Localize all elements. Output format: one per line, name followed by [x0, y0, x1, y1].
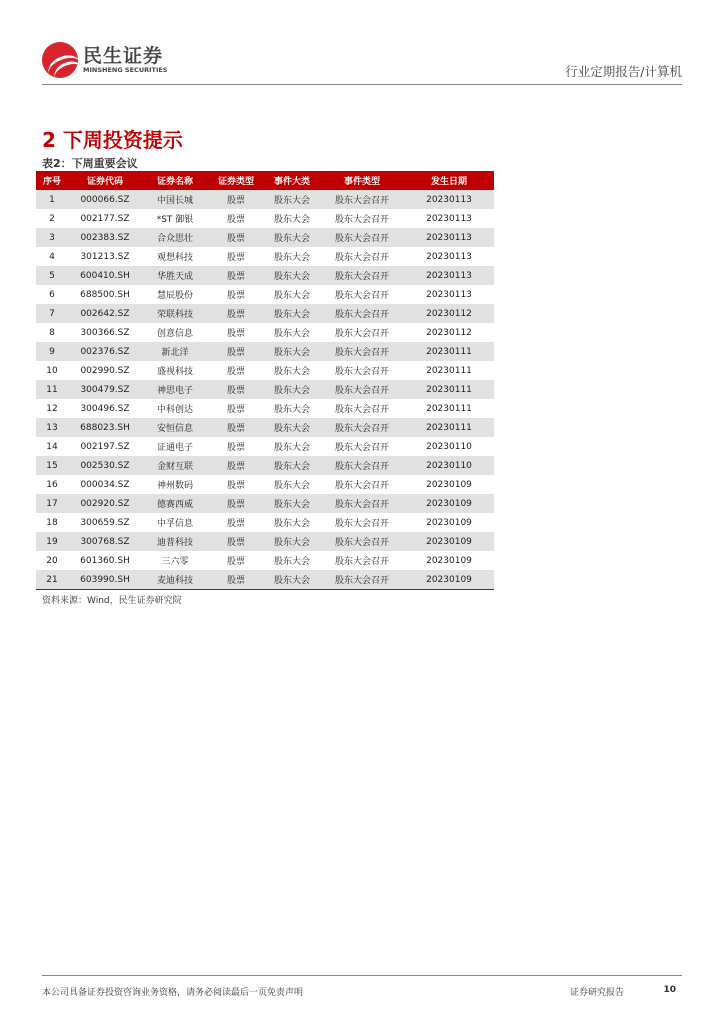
table-cell: 荣联科技	[142, 304, 208, 323]
table-cell: 002197.SZ	[80, 441, 130, 452]
table-cell: 300479.SZ	[68, 380, 142, 399]
table-cell: 股东大会	[264, 456, 320, 475]
table-cell: 股票	[208, 494, 264, 513]
table-cell: 股东大会	[264, 494, 320, 513]
table-cell: 股东大会	[264, 228, 320, 247]
table-cell: 20230113	[426, 251, 472, 262]
table-cell: 20230113	[404, 190, 494, 209]
table-cell: 20230111	[404, 380, 494, 399]
table-cell: 股东大会	[273, 329, 310, 339]
table-cell: 20230109	[404, 570, 494, 590]
table-cell: 股票	[226, 405, 245, 415]
table-cell: 股东大会召开	[334, 405, 389, 415]
table-cell: 股东大会	[264, 380, 320, 399]
table-cell: 股票	[208, 228, 264, 247]
table-cell: 股东大会召开	[334, 519, 389, 529]
column-header: 证券类型	[208, 171, 264, 190]
table-row	[36, 570, 494, 590]
table-cell: 2	[49, 213, 55, 224]
table-cell: 15	[36, 456, 68, 475]
table-cell: 股票	[226, 443, 245, 453]
section-title: 2 下周投资提示	[42, 128, 183, 152]
table-cell: 股东大会	[273, 519, 310, 529]
table-cell: 股东大会	[273, 291, 310, 301]
table-row	[36, 209, 494, 228]
table-row	[36, 323, 494, 342]
table-cell: 300496.SZ	[80, 403, 130, 414]
table-cell: 300366.SZ	[80, 327, 130, 338]
table-cell: 5	[36, 266, 68, 285]
table-cell: 股东大会	[273, 481, 310, 491]
table-cell: 7	[36, 304, 68, 323]
table-row	[36, 190, 494, 209]
table-row	[36, 513, 494, 532]
table-cell: 601360.SH	[80, 555, 130, 566]
logo-emblem-icon	[42, 42, 78, 78]
table-cell: 股票	[208, 456, 264, 475]
table-cell: 神州数码	[156, 481, 193, 491]
table-cell: 20230111	[404, 342, 494, 361]
table-cell: 20230109	[426, 555, 472, 566]
header-divider	[42, 84, 682, 85]
table-cell: 20230113	[404, 228, 494, 247]
table-cell: 合众思壮	[142, 228, 208, 247]
table-cell: 002177.SZ	[80, 213, 130, 224]
table-cell: 股东大会	[264, 342, 320, 361]
table-cell: 股东大会召开	[320, 304, 404, 323]
table-row	[36, 532, 494, 551]
table-cell: 股票	[226, 519, 245, 529]
footer-doc-type: 证券研究报告	[569, 988, 624, 998]
table-cell: 股东大会	[264, 532, 320, 551]
column-header: 序号	[36, 171, 68, 190]
table-cell: 股东大会召开	[320, 418, 404, 437]
table-cell: 股东大会召开	[320, 190, 404, 209]
table-cell: 股票	[226, 329, 245, 339]
table-cell: 10	[46, 365, 58, 376]
table-cell: 三六零	[161, 557, 189, 567]
table-source: 资料来源：Wind，民生证券研究院	[42, 596, 182, 606]
table-cell: 20230112	[404, 304, 494, 323]
table-cell: 盛视科技	[156, 367, 193, 377]
footer-disclaimer: 本公司具备证券投资咨询业务资格，请务必阅读最后一页免责声明	[42, 988, 304, 998]
table-cell: 002920.SZ	[68, 494, 142, 513]
table-row	[36, 551, 494, 570]
table-row	[36, 304, 494, 323]
table-cell: 证通电子	[156, 443, 193, 453]
table-cell: 20230110	[426, 441, 472, 452]
table-cell: 股票	[208, 570, 264, 590]
table-row	[36, 228, 494, 247]
table-cell: 股票	[208, 266, 264, 285]
table-cell: 20230113	[426, 213, 472, 224]
table-cell: 股东大会召开	[334, 443, 389, 453]
table-cell: 000066.SZ	[68, 190, 142, 209]
table-cell: 6	[49, 289, 55, 300]
column-header: 证券代码	[68, 171, 142, 190]
table-cell: 股票	[208, 380, 264, 399]
table-cell: 12	[46, 403, 58, 414]
table-cell: 14	[46, 441, 58, 452]
company-logo	[42, 42, 168, 78]
table-cell: 神思电子	[142, 380, 208, 399]
table-cell: 20230110	[404, 456, 494, 475]
table-cell: 股东大会召开	[334, 481, 389, 491]
table-cell: 600410.SH	[68, 266, 142, 285]
table-cell: 股东大会召开	[320, 266, 404, 285]
column-header: 发生日期	[404, 171, 494, 190]
table-cell: 股东大会	[264, 418, 320, 437]
table-cell: 19	[36, 532, 68, 551]
table-cell: 1	[36, 190, 68, 209]
table-cell: 股东大会召开	[334, 291, 389, 301]
table-cell: 17	[36, 494, 68, 513]
table-cell: 16	[46, 479, 58, 490]
table-cell: 德赛西威	[142, 494, 208, 513]
table-cell: 301213.SZ	[80, 251, 130, 262]
table-row	[36, 285, 494, 304]
table-cell: 20230109	[404, 532, 494, 551]
table-cell: 股票	[208, 190, 264, 209]
table-cell: 股东大会召开	[334, 215, 389, 225]
table-cell: 迪普科技	[142, 532, 208, 551]
table-cell: 股东大会	[264, 570, 320, 590]
table-cell: 股东大会召开	[334, 329, 389, 339]
table-cell: 股东大会	[273, 557, 310, 567]
table-cell: 中孚信息	[156, 519, 193, 529]
table-row	[36, 399, 494, 418]
table-cell: 8	[49, 327, 55, 338]
table-cell: 20230111	[426, 403, 472, 414]
table-cell: 股票	[226, 291, 245, 301]
column-header: 证券名称	[142, 171, 208, 190]
table-cell: 中国长城	[142, 190, 208, 209]
table-row	[36, 494, 494, 513]
table-cell: 股东大会	[264, 190, 320, 209]
table-row	[36, 361, 494, 380]
table-cell: 20230113	[426, 289, 472, 300]
table-cell: 300768.SZ	[68, 532, 142, 551]
table-cell: 安恒信息	[142, 418, 208, 437]
table-row	[36, 475, 494, 494]
table-cell: 股票	[208, 342, 264, 361]
table-cell: 麦迪科技	[142, 570, 208, 590]
table-cell: 000034.SZ	[80, 479, 130, 490]
table-cell: 20230112	[426, 327, 472, 338]
column-header: 事件大类	[264, 171, 320, 190]
report-type: 行业定期报告/计算机	[565, 64, 682, 79]
table-header-row	[36, 171, 494, 190]
table-cell: 中科创达	[156, 405, 193, 415]
table-cell: 股东大会召开	[320, 532, 404, 551]
table-cell: 股东大会召开	[320, 342, 404, 361]
table-cell: 688500.SH	[80, 289, 130, 300]
table-cell: 股东大会召开	[334, 557, 389, 567]
table-cell: 21	[36, 570, 68, 590]
table-cell: 股票	[208, 532, 264, 551]
table-cell: 华胜天成	[142, 266, 208, 285]
table-cell: 603990.SH	[68, 570, 142, 590]
table-cell: 股东大会	[273, 405, 310, 415]
table-cell: 20230109	[426, 479, 472, 490]
table-cell: 慧辰股份	[156, 291, 193, 301]
column-header: 事件类型	[320, 171, 404, 190]
table-cell: 20230113	[404, 266, 494, 285]
table-row	[36, 380, 494, 399]
table-cell: 股票	[226, 557, 245, 567]
table-cell: 3	[36, 228, 68, 247]
table-cell: 股东大会召开	[320, 380, 404, 399]
table-cell: 股票	[226, 481, 245, 491]
footer-divider	[42, 975, 682, 976]
table-cell: 002530.SZ	[68, 456, 142, 475]
table-cell: 股东大会	[273, 367, 310, 377]
logo-chinese-name: 民生证券	[83, 44, 164, 67]
table-cell: 002376.SZ	[68, 342, 142, 361]
table-row	[36, 418, 494, 437]
table-cell: 股东大会	[273, 253, 310, 263]
table-cell: 股东大会召开	[320, 456, 404, 475]
table-row	[36, 247, 494, 266]
table-cell: 股东大会召开	[334, 367, 389, 377]
table-caption: 表2：下周重要会议	[42, 157, 138, 170]
table-cell: 股东大会	[273, 215, 310, 225]
table-row	[36, 342, 494, 361]
table-cell: 002383.SZ	[68, 228, 142, 247]
table-cell: 股东大会	[273, 443, 310, 453]
table-cell: 20	[46, 555, 58, 566]
table-cell: 创意信息	[156, 329, 193, 339]
table-cell: 18	[46, 517, 58, 528]
page-number: 10	[663, 985, 676, 995]
table-cell: 股东大会	[264, 266, 320, 285]
table-cell: 股东大会召开	[334, 253, 389, 263]
table-cell: 20230109	[426, 517, 472, 528]
table-cell: 300659.SZ	[80, 517, 130, 528]
table-cell: 11	[36, 380, 68, 399]
table-cell: *ST 御银	[156, 215, 194, 225]
table-cell: 股东大会召开	[320, 228, 404, 247]
table-cell: 20230111	[404, 418, 494, 437]
logo-english-name: MINSHENG SECURITIES	[83, 65, 168, 74]
table-cell: 002990.SZ	[80, 365, 130, 376]
table-cell: 新北洋	[142, 342, 208, 361]
meetings-table	[36, 171, 494, 590]
table-cell: 股票	[208, 304, 264, 323]
table-cell: 688023.SH	[68, 418, 142, 437]
table-cell: 20230109	[404, 494, 494, 513]
table-cell: 9	[36, 342, 68, 361]
table-cell: 金财互联	[142, 456, 208, 475]
table-row	[36, 456, 494, 475]
table-cell: 股东大会召开	[320, 494, 404, 513]
table-cell: 4	[49, 251, 55, 262]
table-row	[36, 437, 494, 456]
table-cell: 股东大会召开	[320, 570, 404, 590]
table-cell: 股票	[226, 253, 245, 263]
table-cell: 观想科技	[156, 253, 193, 263]
table-cell: 13	[36, 418, 68, 437]
table-cell: 002642.SZ	[68, 304, 142, 323]
table-cell: 股东大会	[264, 304, 320, 323]
table-cell: 股票	[226, 367, 245, 377]
table-cell: 股票	[226, 215, 245, 225]
table-row	[36, 266, 494, 285]
table-cell: 股票	[208, 418, 264, 437]
table-cell: 20230111	[426, 365, 472, 376]
